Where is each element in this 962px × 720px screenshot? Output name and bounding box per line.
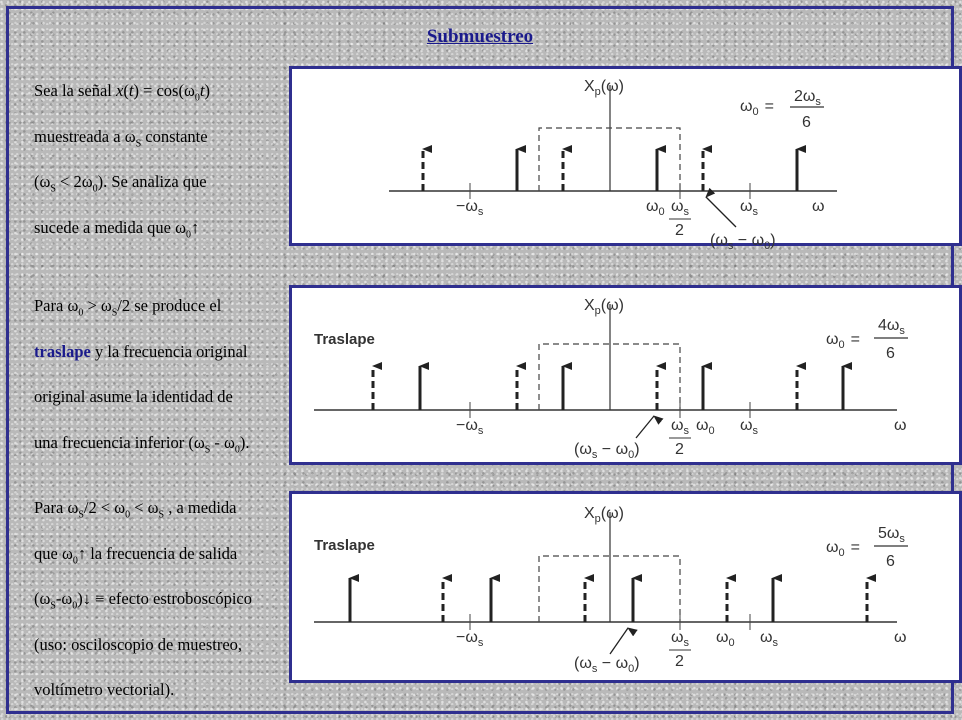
strobe-paragraph: [34, 485, 294, 713]
label-diff: $(\omega_s - \omega_0)$: [710, 232, 776, 252]
traslape-label: Traslape: [314, 331, 375, 348]
up-arrow-icon: ↑: [190, 217, 200, 237]
overlap-line-4: una frecuencia inferior $(\omega_S - \omega_0)$.: [34, 432, 250, 455]
label-w0: $\omega_0$: [646, 198, 665, 218]
label-ws-half-den: 2: [675, 653, 684, 670]
eq-w0: $\omega_0$ =: [740, 98, 774, 118]
label-ws-half-num: $\omega_s$: [671, 198, 689, 218]
overlap-line-2: traslape y la frecuencia original: [34, 341, 248, 361]
spectrum-diagram-3: [289, 491, 962, 683]
intro-line-1: Sea la señal $x(t) = \cos(\omega_0t)$: [34, 81, 210, 104]
strobe-line-3: $(\omega_S-\omega_0)↓$ ≡ efecto estroboscópico: [34, 589, 252, 612]
up-arrow-icon: ↑: [77, 543, 87, 563]
strobe-line-1: Para $\omega_S/2 < \omega_0 < \omega_S$ , a medida: [34, 498, 237, 521]
intro-line-2: muestreada a $\omega_S$ constante: [34, 126, 208, 149]
overlap-line-1: Para $\omega_0 > \omega_S/2$ se produce el: [34, 296, 222, 319]
label-omega: ω: [894, 417, 907, 434]
eq-denominator: 6: [802, 114, 811, 131]
diff-pointer: [636, 416, 654, 438]
overlap-line-3: original asume la identidad de: [34, 387, 233, 406]
traslape-label: Traslape: [314, 537, 375, 554]
down-arrow-icon: ↓: [82, 589, 92, 608]
diff-pointer: [610, 628, 628, 654]
label-w0: $\omega_0$: [696, 417, 715, 437]
intro-paragraph: [34, 68, 284, 250]
label-neg-ws: $-\omega_s$: [456, 629, 484, 649]
xp-label: $X_p(\omega)$: [584, 78, 624, 98]
strobe-line-4: (uso: osciloscopio de muestreo,: [34, 634, 243, 654]
label-w0: $\omega_0$: [716, 629, 735, 649]
traslape-highlight: traslape: [34, 341, 91, 361]
label-ws: $\omega_s$: [760, 629, 778, 649]
eq-w0: $\omega_0$ =: [826, 539, 860, 559]
eq-numerator: $2\omega_s$: [794, 88, 821, 108]
xp-label: $X_p(\omega)$: [584, 297, 624, 317]
eq-numerator: $4\omega_s$: [878, 317, 905, 337]
label-ws-half-den: 2: [675, 222, 684, 239]
label-neg-ws: $-\omega_s$: [456, 417, 484, 437]
label-neg-ws: $-\omega_s$: [456, 198, 484, 218]
spectrum-diagram-1: [289, 66, 962, 252]
eq-w0: $\omega_0$ =: [826, 331, 860, 351]
strobe-line-2: que $\omega_0↑$ la frecuencia de salida: [34, 543, 238, 566]
label-ws: $\omega_s$: [740, 198, 758, 218]
spectrum-diagram-2: [289, 285, 962, 465]
diff-pointer: [706, 197, 736, 227]
label-ws-half-num: $\omega_s$: [671, 417, 689, 437]
eq-denominator: 6: [886, 553, 895, 570]
overlap-paragraph: [34, 283, 294, 465]
eq-numerator: $5\omega_s$: [878, 525, 905, 545]
label-omega: ω: [894, 629, 907, 646]
intro-line-3: $(\omega_S < 2\omega_0)$. Se analiza que: [34, 172, 207, 195]
eq-denominator: 6: [886, 345, 895, 362]
xp-label: $X_p(\omega)$: [584, 505, 624, 525]
label-omega: ω: [812, 198, 825, 215]
label-diff: $(\omega_s - \omega_0)$: [574, 655, 640, 675]
label-ws-half-num: $\omega_s$: [671, 629, 689, 649]
label-ws-half-den: 2: [675, 441, 684, 458]
label-diff: $(\omega_s - \omega_0)$: [574, 441, 640, 461]
intro-line-4: sucede a medida que $\omega_0↑$: [34, 217, 200, 240]
label-ws: $\omega_s$: [740, 417, 758, 437]
strobe-line-5: voltímetro vectorial).: [34, 680, 175, 699]
slide-title: Submuestreo: [426, 26, 534, 47]
